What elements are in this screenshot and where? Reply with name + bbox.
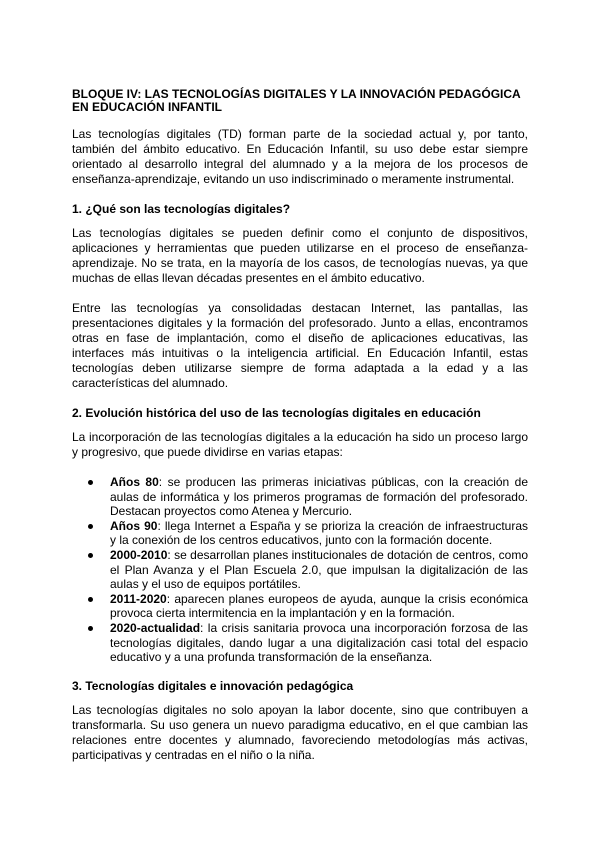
document-title: BLOQUE IV: LAS TECNOLOGÍAS DIGITALES Y LA INNOVACIÓN PEDAGÓGICA EN EDUCACIÓN INFANTIL — [72, 87, 521, 114]
list-item-term: 2011-2020 — [110, 591, 167, 606]
bullet-icon — [88, 480, 93, 485]
bullet-icon — [88, 553, 93, 558]
section-2-heading: 2. Evolución histórica del uso de las tecnologías digitales en educación — [72, 406, 481, 420]
bullet-icon — [88, 626, 93, 631]
section-1-paragraph-2: Entre las tecnologías ya consolidadas destacan Internet, las pantallas, las presentaciones digitales y la formación del profesorado. Junto a ellas, encontramos otras en fase de implantación, como el diseño de aplicaciones educativas, las interfaces más intuitivas o la inteligencia artificial. En Educación Infantil, estas tecnologías deben utilizarse siempre de forma adaptada a la edad y a las características del alumnado. — [72, 301, 528, 390]
bullet-icon — [88, 524, 93, 529]
list-item-text: : llega Internet a España y se prioriza la creación de infraestructuras y la conexión de los centros educativos, junto con la formación docente. — [110, 518, 528, 548]
section-1-heading: 1. ¿Qué son las tecnologías digitales? — [72, 202, 291, 216]
intro-paragraph: Las tecnologías digitales (TD) forman parte de la sociedad actual y, por tanto, también del ámbito educativo. En Educación Infantil, su uso debe estar siempre orientado al desarrollo integral del alumnado y a la mejora de los procesos de enseñanza-aprendizaje, evitando un uso indiscriminado o meramente instrumental. — [72, 127, 528, 186]
list-item — [110, 519, 528, 548]
list-item-term: 2000-2010 — [110, 547, 168, 562]
list-item-text: : la crisis sanitaria provoca una incorporación forzosa de las tecnologías digitales, dando lugar a una digitalización casi total del espacio educativo y a una profunda transformación de la enseñanza. — [110, 620, 528, 665]
list-item — [110, 621, 528, 665]
list-item — [110, 548, 528, 592]
section-3-heading: 3. Tecnologías digitales e innovación pedagógica — [72, 678, 354, 693]
list-item-text: : se desarrollan planes institucionales de dotación de centros, como el Plan Avanza y el Plan Escuela 2.0, que impulsan la digitalización de las aulas y el uso de equipos portátiles. — [110, 547, 528, 592]
list-item-term: 2020-actualidad — [110, 620, 201, 635]
section-3-paragraph-1: Las tecnologías digitales no solo apoyan la labor docente, sino que contribuyen a transformarla. Su uso genera un nuevo paradigma educativo, en el que cambian las relaciones entre docentes y alumnado, favoreciendo metodologías más activas, participativas y centradas en el niño o la niña. — [72, 702, 528, 762]
list-item-term: Años 90 — [110, 518, 158, 533]
list-item-text: : se producen las primeras iniciativas públicas, con la creación de aulas de informática y los primeros programas de formación del profesorado. Destacan proyectos como Atenea y Mercurio. — [110, 475, 528, 519]
section-1-paragraph-1: Las tecnologías digitales se pueden definir como el conjunto de dispositivos, aplicaciones y herramientas que pueden utilizarse en el proceso de enseñanza-aprendizaje. No se trata, en la mayoría de los casos, de tecnologías nuevas, ya que muchas de ellas llevan décadas presentes en el ámbito educativo. — [72, 226, 528, 285]
section-2-paragraph-1: La incorporación de las tecnologías digitales a la educación ha sido un proceso largo y progresivo, que puede dividirse en varias etapas: — [72, 430, 528, 459]
list-item — [110, 592, 528, 621]
list-item-term: Años 80 — [110, 475, 159, 489]
list-item — [110, 475, 528, 519]
bullet-icon — [88, 597, 93, 602]
list-item-text: : aparecen planes europeos de ayuda, aunque la crisis económica provoca cierta intermitencia en la implantación y en la formación. — [110, 591, 528, 621]
timeline-list — [72, 475, 528, 665]
